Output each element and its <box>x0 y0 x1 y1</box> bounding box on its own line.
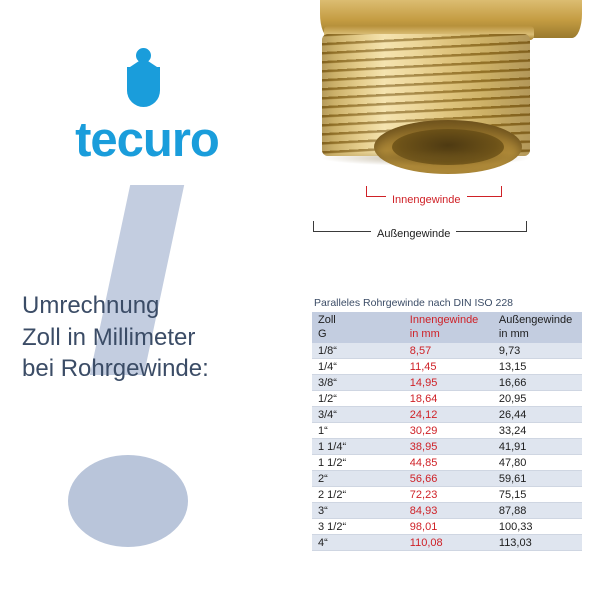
cell-aussengewinde: 33,24 <box>493 423 582 439</box>
cell-aussengewinde: 100,33 <box>493 519 582 535</box>
table-row <box>312 471 582 487</box>
decorative-oval-shape <box>68 455 188 547</box>
table-row <box>312 519 582 535</box>
cell-zoll: 3“ <box>312 503 404 519</box>
column-header-aussengewinde: Außengewinde <box>493 312 582 328</box>
cell-zoll: 2 1/2“ <box>312 487 404 503</box>
headline-line-2: Zoll in Millimeter <box>22 323 196 351</box>
cell-zoll: 3/4“ <box>312 407 404 423</box>
table-header-row <box>312 312 582 328</box>
brass-fitting-photo <box>300 0 600 195</box>
thread-dimension-table <box>312 312 582 551</box>
cell-aussengewinde: 20,95 <box>493 391 582 407</box>
cell-innengewinde: 24,12 <box>404 407 493 423</box>
brand-name: tecuro <box>75 113 219 167</box>
fitting-external-thread <box>322 34 530 156</box>
headline-line-3: bei Rohrgewinde: <box>22 355 209 383</box>
cell-innengewinde: 11,45 <box>404 359 493 375</box>
cell-zoll: 1 1/4“ <box>312 439 404 455</box>
cell-innengewinde: 38,95 <box>404 439 493 455</box>
cell-innengewinde: 8,57 <box>404 343 493 359</box>
cell-aussengewinde: 16,66 <box>493 375 582 391</box>
cell-aussengewinde: 47,80 <box>493 455 582 471</box>
cell-aussengewinde: 41,91 <box>493 439 582 455</box>
table-row <box>312 423 582 439</box>
inner-thread-label: Innengewinde <box>386 194 467 206</box>
brand-logo <box>22 48 272 165</box>
cell-aussengewinde: 75,15 <box>493 487 582 503</box>
cell-zoll: 1/2“ <box>312 391 404 407</box>
cell-aussengewinde: 26,44 <box>493 407 582 423</box>
table-row <box>312 359 582 375</box>
table-row <box>312 391 582 407</box>
cell-aussengewinde: 13,15 <box>493 359 582 375</box>
cell-zoll: 3/8“ <box>312 375 404 391</box>
cell-zoll: 2“ <box>312 471 404 487</box>
cell-innengewinde: 84,93 <box>404 503 493 519</box>
table-row <box>312 343 582 359</box>
cell-innengewinde: 98,01 <box>404 519 493 535</box>
table-row <box>312 503 582 519</box>
cell-zoll: 1“ <box>312 423 404 439</box>
cell-zoll: 1/4“ <box>312 359 404 375</box>
cell-zoll: 1/8“ <box>312 343 404 359</box>
water-drop-body <box>127 67 160 107</box>
column-subheader-innengewinde: in mm <box>404 328 493 343</box>
table-row <box>312 455 582 471</box>
table-body <box>312 343 582 551</box>
column-subheader-aussengewinde: in mm <box>493 328 582 343</box>
table-subheader-row <box>312 328 582 343</box>
photo-shadow <box>320 150 532 166</box>
cell-aussengewinde: 9,73 <box>493 343 582 359</box>
table-head <box>312 312 582 343</box>
cell-innengewinde: 110,08 <box>404 535 493 551</box>
cell-innengewinde: 72,23 <box>404 487 493 503</box>
cell-innengewinde: 30,29 <box>404 423 493 439</box>
cell-zoll: 1 1/2“ <box>312 455 404 471</box>
spec-table-container <box>312 296 582 551</box>
cell-aussengewinde: 59,61 <box>493 471 582 487</box>
page-title <box>22 290 292 385</box>
cell-innengewinde: 56,66 <box>404 471 493 487</box>
cell-innengewinde: 18,64 <box>404 391 493 407</box>
cell-aussengewinde: 87,88 <box>493 503 582 519</box>
outer-thread-label: Außengewinde <box>371 228 456 240</box>
cell-innengewinde: 44,85 <box>404 455 493 471</box>
table-row <box>312 407 582 423</box>
headline-line-1: Umrechnung <box>22 292 160 319</box>
column-subheader-zoll: G <box>312 328 404 343</box>
cell-zoll: 3 1/2“ <box>312 519 404 535</box>
cell-innengewinde: 14,95 <box>404 375 493 391</box>
table-row <box>312 375 582 391</box>
table-row <box>312 487 582 503</box>
column-header-zoll: Zoll <box>312 312 404 328</box>
cell-zoll: 4“ <box>312 535 404 551</box>
cell-aussengewinde: 113,03 <box>493 535 582 551</box>
water-drop-icon <box>125 48 165 110</box>
table-row <box>312 439 582 455</box>
column-header-innengewinde: Innengewinde <box>404 312 493 328</box>
table-caption: Paralleles Rohrgewinde nach DIN ISO 228 <box>314 297 514 309</box>
table-row <box>312 535 582 551</box>
